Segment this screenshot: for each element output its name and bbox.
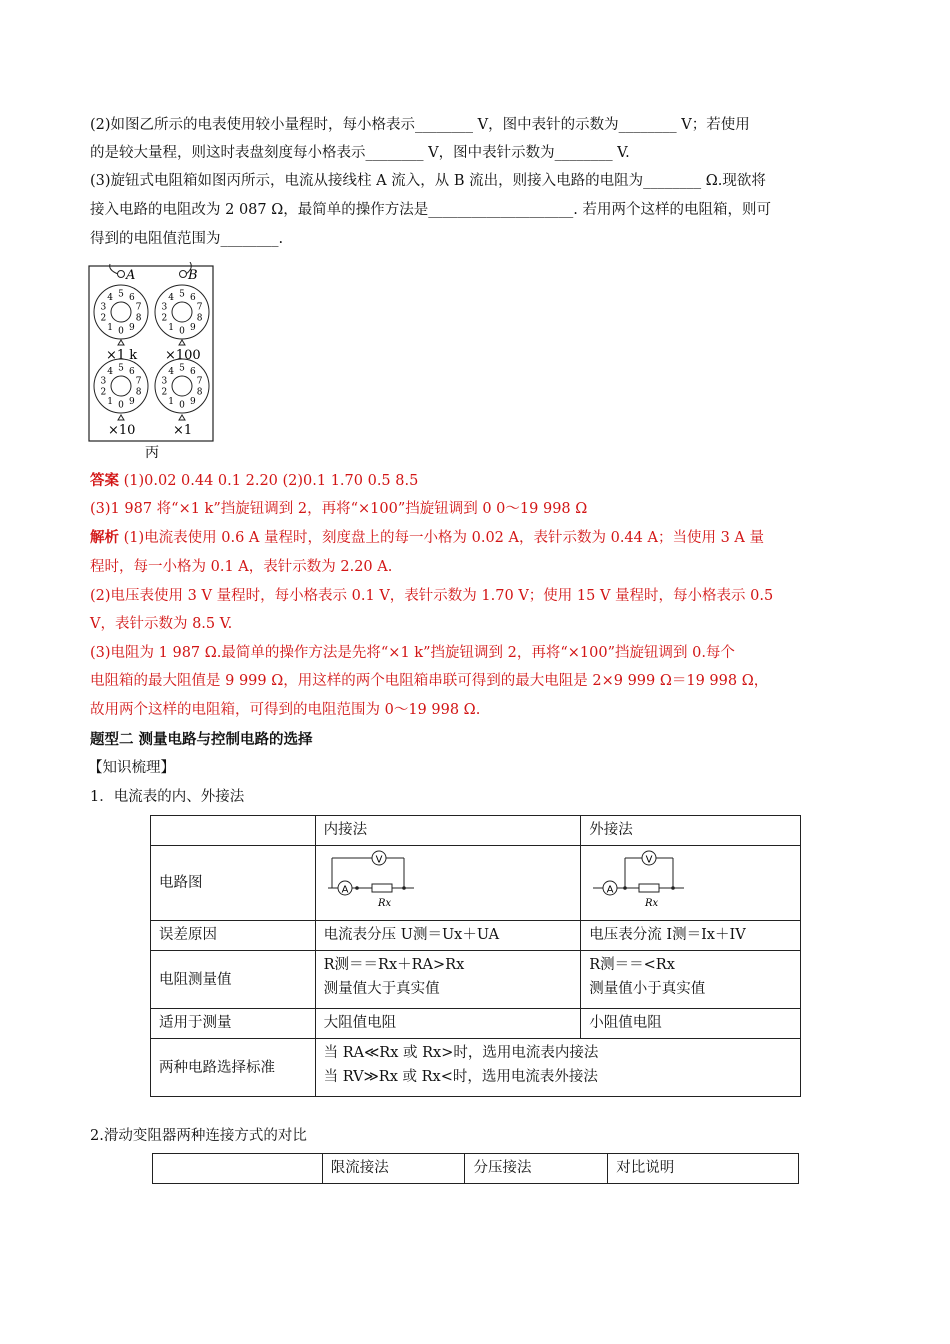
- dial-digit: 9: [129, 323, 135, 333]
- item1-heading: 1．电流表的内、外接法: [90, 789, 245, 805]
- dial-digit: 6: [129, 293, 135, 303]
- knob-1-label: ×1: [173, 423, 193, 438]
- dial-digit: 0: [118, 400, 124, 411]
- header-inner: 内接法: [315, 816, 581, 846]
- dial-digit: 4: [168, 367, 174, 377]
- terminal-a: [118, 271, 125, 278]
- dial-digit: 1: [168, 323, 174, 333]
- answer-text-1: (1)0.02 0.44 0.1 2.20 (2)0.1 1.70 0.5 8.5: [119, 473, 419, 489]
- knob-10-label: ×10: [108, 423, 136, 438]
- voltmeter-symbol: V: [645, 854, 653, 866]
- dial-digit: 7: [135, 302, 142, 313]
- knob-100-label: ×100: [165, 348, 201, 363]
- dial-digit: 7: [135, 376, 142, 387]
- analysis-label: 解析: [90, 530, 119, 546]
- resistor-icon: [639, 884, 659, 892]
- analysis-line1: [90, 527, 764, 549]
- outer-circuit-cell: [581, 846, 801, 921]
- dial-digit: 1: [107, 323, 113, 333]
- suitable-outer: 小阻值电阻: [581, 1009, 801, 1039]
- dial-digit: 8: [196, 387, 203, 398]
- measured-inner: [315, 951, 581, 1009]
- dial-digit: 0: [179, 326, 185, 337]
- inner-circuit-diagram: [324, 848, 434, 910]
- analysis-text-1: (1)电流表使用 0.6 A 量程时，刻度盘上的每一小格为 0.02 A，表针示数为 0.44 A；当使用 3 A 量: [119, 530, 764, 546]
- dial-digit: 7: [196, 302, 203, 313]
- header-divider: 分压接法: [465, 1154, 608, 1184]
- dial-digit: 3: [161, 302, 168, 313]
- analysis-line5: (3)电阻为 1 987 Ω.最简单的操作方法是先将“×1 k”挡旋钮调到 2，再将“×100”挡旋钮调到 0.每个: [90, 645, 735, 661]
- voltmeter-symbol: V: [375, 854, 383, 866]
- knowledge-heading: 【知识梳理】: [88, 760, 175, 776]
- dial-digit: 5: [179, 289, 185, 300]
- criteria-inner: 当 RA≪Rx 或 Rx>时，选用电流表内接法: [323, 1045, 599, 1061]
- question-p3-line3: 得到的电阻值范围为________.: [90, 231, 284, 247]
- answer-line2: (3)1 987 将“×1 k”挡旋钮调到 2，再将“×100”挡旋钮调到 0 0～19 998 Ω: [90, 501, 588, 517]
- resistor-label: Rx: [645, 898, 659, 909]
- answer-label: 答案: [90, 473, 119, 489]
- ammeter-symbol: A: [341, 884, 349, 896]
- analysis-line3: (2)电压表使用 3 V 量程时，每小格表示 0.1 V，表针示数为 1.70 V；使用 15 V 量程时，每小格表示 0.5: [90, 588, 774, 604]
- item2-heading: 2.滑动变阻器两种连接方式的对比: [90, 1128, 307, 1144]
- suitable-inner: 大阻值电阻: [315, 1009, 581, 1039]
- row-error-label: 误差原因: [151, 921, 316, 951]
- criteria-outer: 当 RV≫Rx 或 Rx<时，选用电流表外接法: [323, 1069, 598, 1085]
- analysis-line4: V，表针示数为 8.5 V.: [90, 616, 233, 632]
- dial-digit: 8: [196, 313, 203, 324]
- dial-digit: 6: [129, 367, 135, 377]
- resistance-box-diagram: [88, 262, 218, 462]
- rheostat-connection-table: [152, 1153, 799, 1184]
- table2-corner: [153, 1154, 323, 1184]
- header-limit: 限流接法: [322, 1154, 465, 1184]
- dial-digit: 4: [107, 293, 113, 303]
- terminal-b-label: B: [188, 268, 198, 283]
- dial-digit: 9: [129, 397, 135, 407]
- error-outer: 电压表分流 I测＝Ix＋IV: [581, 921, 801, 951]
- dial-digit: 2: [100, 387, 107, 398]
- analysis-line7: 故用两个这样的电阻箱，可得到的电阻范围为 0～19 998 Ω.: [90, 702, 481, 718]
- dial-digit: 5: [179, 363, 185, 374]
- dial-digit: 3: [100, 376, 107, 387]
- terminal-b: [180, 271, 187, 278]
- measured-inner-note: 测量值大于真实值: [323, 981, 440, 997]
- dial-digit: 1: [107, 397, 113, 407]
- measured-outer-formula: R测＝＝<Rx: [589, 957, 675, 973]
- header-compare: 对比说明: [608, 1154, 799, 1184]
- dial-digit: 7: [196, 376, 203, 387]
- dial-digit: 2: [161, 387, 168, 398]
- answer-line1: [90, 470, 418, 492]
- header-outer: 外接法: [581, 816, 801, 846]
- resistor-label: Rx: [377, 898, 391, 909]
- measured-inner-formula: R测＝＝Rx＋RA>Rx: [323, 957, 465, 973]
- dial-digit: 8: [135, 313, 142, 324]
- dial-digit: 1: [168, 397, 174, 407]
- resistor-icon: [372, 884, 392, 892]
- dial-100[interactable]: [155, 285, 209, 339]
- ammeter-symbol: A: [606, 884, 614, 896]
- table1-corner: [151, 816, 316, 846]
- outer-circuit-diagram: [589, 848, 699, 910]
- row-suitable-label: 适用于测量: [151, 1009, 316, 1039]
- dial-10[interactable]: [94, 359, 148, 413]
- dial-digit: 4: [168, 293, 174, 303]
- dial-digit: 2: [100, 313, 107, 324]
- dial-digit: 0: [179, 400, 185, 411]
- dial-digit: 9: [190, 397, 196, 407]
- analysis-line2: 程时，每一小格为 0.1 A，表针示数为 2.20 A.: [90, 559, 393, 575]
- resistance-box-figure: [88, 262, 218, 466]
- dial-digit: 5: [118, 363, 124, 374]
- dial-digit: 3: [161, 376, 168, 387]
- question-p2-line2: 的是较大量程，则这时表盘刻度每小格表示________ V，图中表针示数为________ V.: [90, 145, 630, 161]
- dial-digit: 4: [107, 367, 113, 377]
- analysis-line6: 电阻箱的最大阻值是 9 999 Ω，用这样的两个电阻箱串联可得到的最大电阻是 2×9 999 Ω＝19 998 Ω，: [90, 673, 769, 689]
- dial-digit: 9: [190, 323, 196, 333]
- question-p3-line2: 接入电路的电阻改为 2 087 Ω，最简单的操作方法是____________________. 若用两个这样的电阻箱，则可: [90, 202, 771, 218]
- dial-digit: 6: [190, 293, 196, 303]
- measured-outer: [581, 951, 801, 1009]
- dial-1[interactable]: [155, 359, 209, 413]
- question-p3-line1: (3)旋钮式电阻箱如图丙所示，电流从接线柱 A 流入，从 B 流出，则接入电路的电阻为________ Ω.现欲将: [90, 173, 766, 189]
- row-criteria-label: 两种电路选择标准: [151, 1039, 316, 1097]
- knob-1k-label: ×1 k: [106, 348, 138, 363]
- figure-caption: 丙: [145, 445, 159, 461]
- dial-digit: 0: [118, 326, 124, 337]
- section-title: 题型二 测量电路与控制电路的选择: [90, 732, 313, 748]
- question-p2-line1: (2)如图乙所示的电表使用较小量程时，每小格表示________ V，图中表针的示数为________ V；若使用: [90, 117, 750, 133]
- dial-digit: 2: [161, 313, 168, 324]
- dial-digit: 3: [100, 302, 107, 313]
- dial-digit: 5: [118, 289, 124, 300]
- measured-outer-note: 测量值小于真实值: [589, 981, 706, 997]
- criteria-cell: [315, 1039, 800, 1097]
- row-circuit-label: 电路图: [151, 846, 316, 921]
- terminal-a-label: A: [126, 268, 136, 283]
- dial-1k[interactable]: [94, 285, 148, 339]
- dial-digit: 8: [135, 387, 142, 398]
- error-inner: 电流表分压 U测＝Ux＋UA: [315, 921, 581, 951]
- ammeter-connection-table: [150, 815, 801, 1097]
- inner-circuit-cell: [315, 846, 581, 921]
- row-measured-label: 电阻测量值: [151, 951, 316, 1009]
- dial-digit: 6: [190, 367, 196, 377]
